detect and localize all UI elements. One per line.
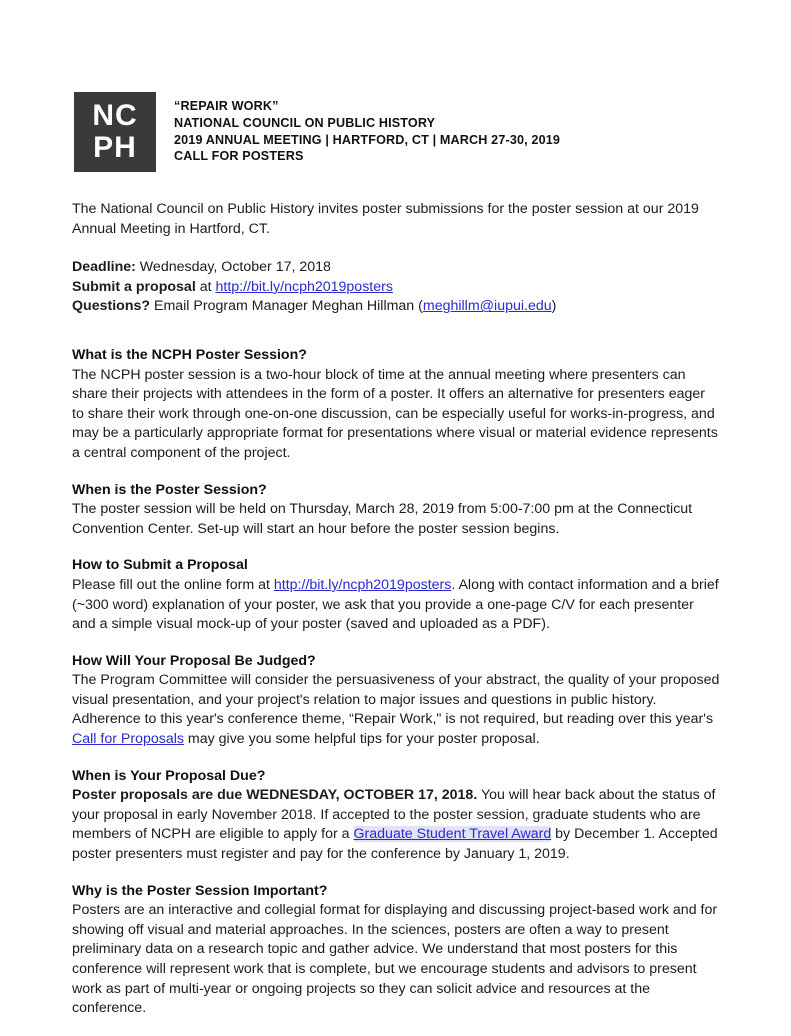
spacer [72,239,720,258]
spacer [72,336,720,346]
section-body-part2: . Along with contact information and a brief (~300 word) explanation of your poster, we ask that you provide a one-page C/V for each presenter and a simple visual mock-up of your poster (saved and uploaded as a PDF). [72,576,719,633]
deadline-label: Deadline: [72,259,136,276]
section-how-to-submit [72,556,720,634]
section-body [72,786,720,864]
call-for-proposals-link[interactable]: Call for Proposals [72,731,184,748]
section-body: The poster session will be held on Thursday, March 28, 2019 from 5:00-7:00 pm at the Connecticut Convention Center. Set-up will start an hour before the poster session begins. [72,501,693,537]
section-body-part2: may give you some helpful tips for your poster proposal. [183,731,540,748]
graduate-student-travel-award-link[interactable]: Graduate Student Travel Award [353,826,552,843]
online-form-link[interactable]: http://bit.ly/ncph2019posters [273,576,452,593]
section-heading: Why is the Poster Session Important? [72,882,328,899]
deadline-line [72,258,720,278]
submit-prefix: at [195,278,216,295]
section-body [72,576,720,635]
submit-line [72,278,720,298]
section-when-is-poster-session [72,481,720,540]
masthead-line-theme: “REPAIR WORK” [174,99,279,113]
logo-line-1: NC [92,99,138,132]
proposal-due-bold-lead: Poster proposals are due WEDNESDAY, OCTOBER 17, 2018. [72,787,478,804]
masthead-line-org: NATIONAL COUNCIL ON PUBLIC HISTORY [174,115,436,130]
section-why-important [72,882,720,1019]
section-when-proposal-due [72,767,720,865]
section-heading: When is the Poster Session? [72,481,267,498]
questions-label: Questions? [72,298,151,315]
submit-proposal-link[interactable]: http://bit.ly/ncph2019posters [215,278,393,295]
section-body-part1: You will hear back about the status of your proposal in early November 2018. If accepted to the poster session, graduate students who are members of NCPH are eligible to apply for a [72,787,716,843]
logo-line-2: PH [93,131,137,164]
key-details-block [72,258,720,317]
section-body: The NCPH poster session is a two-hour block of time at the annual meeting where presenters can share their projects with attendees in the form of a poster. It offers an alternative for presenters eager to share their work through one-on-one discussion, can be especially useful for works-in-progress, and may be a particularly appropriate format for presentations where visual or material evidence represents a central component of the project. [72,366,718,461]
section-heading: When is Your Proposal Due? [72,767,266,784]
ncph-logo-icon [74,92,156,172]
section-body: Posters are an interactive and collegial format for displaying and discussing project-based work and for showing off visual and material approaches. In the sciences, posters are often a way to present preliminary data on a research topic and gather advice. We understand that most posters for this conference will represent work that is complete, but we encourage students and advisors to present work as part of multi-year or ongoing projects so they can solicit advice and resources at the conference. [72,902,718,1017]
masthead [74,92,560,172]
section-body-part1: The Program Committee will consider the persuasiveness of your abstract, the quality of your proposed visual presentation, and your project's relation to major issues and questions in public history. Adherence to this year's conference theme, “Repair Work," is not required, but reading over this year's [72,672,720,728]
questions-suffix: ) [551,298,557,315]
section-heading: How to Submit a Proposal [72,557,248,574]
section-body-part2: by December 1. Accepted poster presenters must register and pay for the conference by January 1, 2019. [72,826,718,863]
masthead-text [174,92,560,165]
section-what-is-poster-session [72,346,720,464]
program-manager-email-link[interactable]: meghillm@iupui.edu [422,298,552,315]
spacer [72,317,720,336]
questions-line [72,297,720,317]
deadline-value: Wednesday, October 17, 2018 [135,259,331,276]
section-body-part1: Please fill out the online form at [72,576,274,593]
intro-paragraph: The National Council on Public History invites poster submissions for the poster session at our 2019 Annual Meeting in Hartford, CT. [72,201,699,237]
section-body [72,671,720,749]
document-body [72,200,720,1036]
masthead-line-meeting: 2019 ANNUAL MEETING | HARTFORD, CT | MARCH 27-30, 2019 [174,132,561,147]
section-heading: What is the NCPH Poster Session? [72,346,307,363]
questions-prefix: Email Program Manager Meghan Hillman ( [150,298,423,315]
submit-label: Submit a proposal [72,278,196,295]
section-heading: How Will Your Proposal Be Judged? [72,652,316,669]
section-how-judged [72,652,720,750]
masthead-line-calltype: CALL FOR POSTERS [174,149,304,164]
